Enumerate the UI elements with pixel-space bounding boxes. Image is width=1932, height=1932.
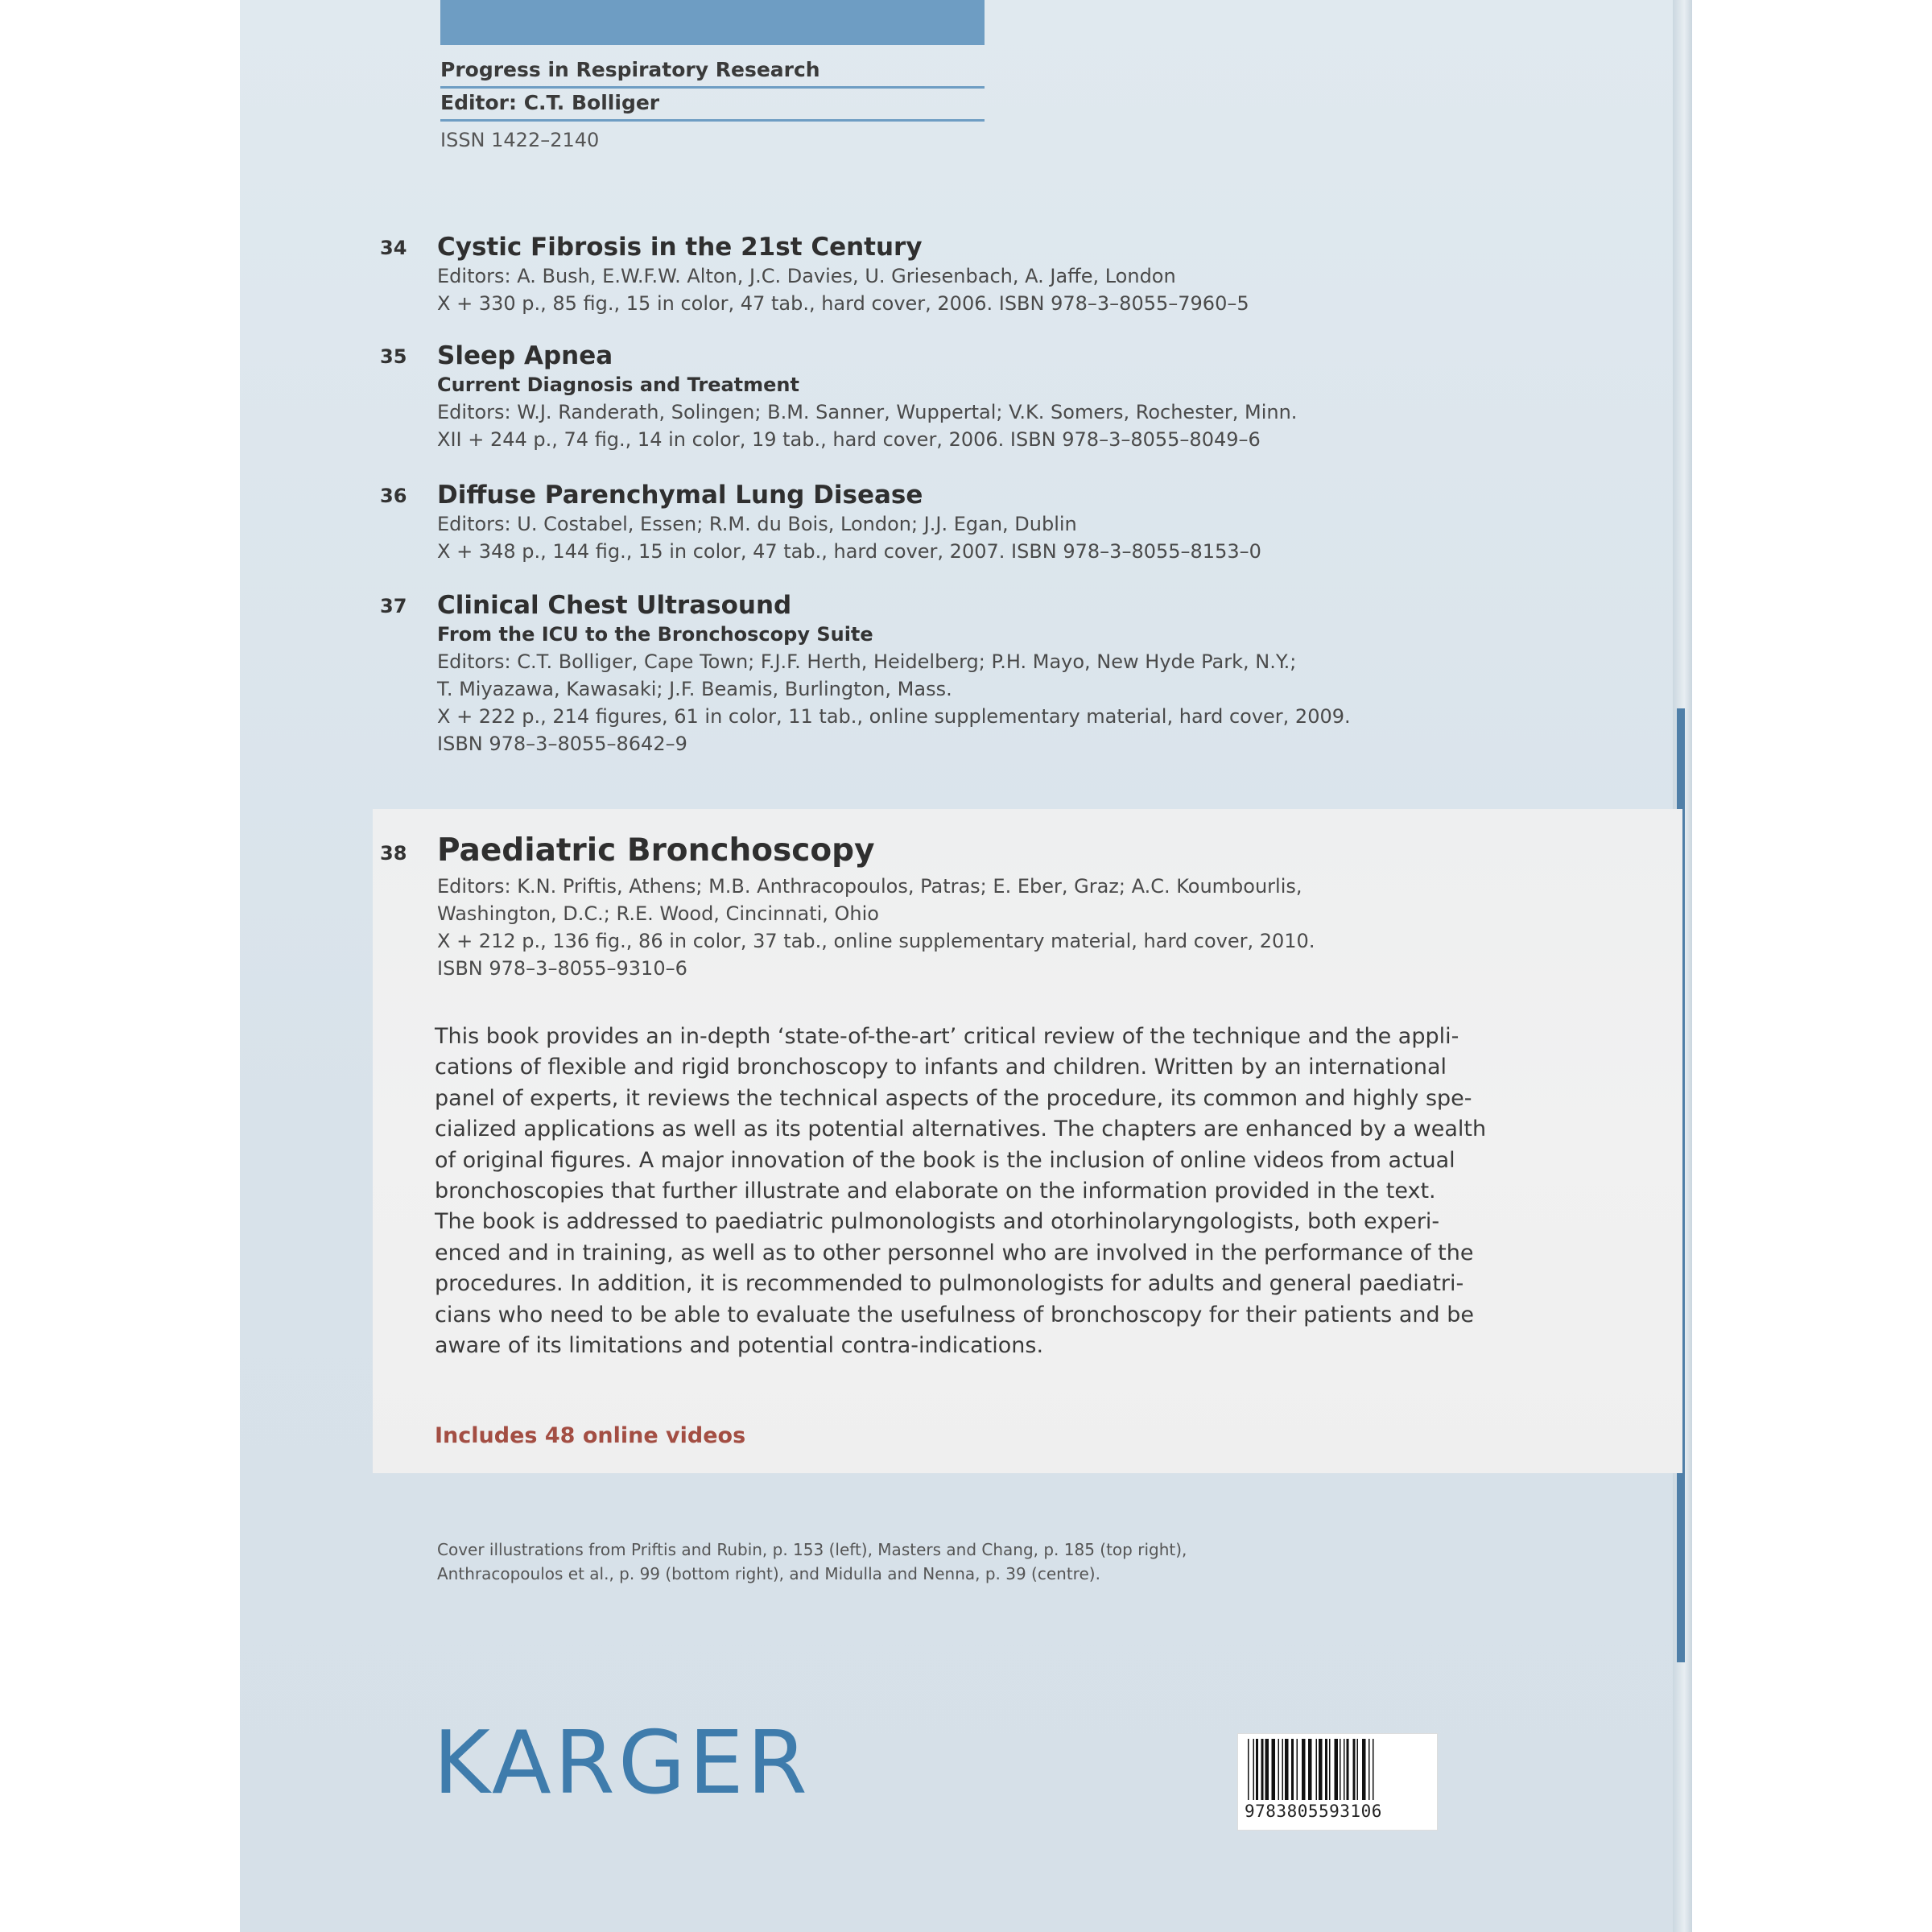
volume-editors: Editors: A. Bush, E.W.F.W. Alton, J.C. Davies, U. Griesenbach, A. Jaffe, London [437, 265, 1176, 287]
barcode-bar [1265, 1739, 1269, 1800]
volume-title: Diffuse Parenchymal Lung Disease [437, 481, 923, 510]
barcode-bar [1302, 1739, 1306, 1800]
volume-details: X + 330 p., 85 fig., 15 in color, 47 tab., hard cover, 2006. ISBN 978–3–8055–7960–5 [437, 292, 1249, 315]
series-title-rule [440, 86, 985, 89]
isbn-barcode [1237, 1733, 1438, 1831]
volume-title: Clinical Chest Ultrasound [437, 591, 792, 620]
publisher-logo: KARGER [433, 1713, 811, 1814]
description-line: aware of its limitations and potential contra-indications. [435, 1333, 1044, 1359]
description-line: procedures. In addition, it is recommended to pulmonologists for adults and general paediatri- [435, 1271, 1464, 1297]
barcode-bar [1335, 1739, 1339, 1800]
description-line: cians who need to be able to evaluate the usefulness of bronchoscopy for their patients and be [435, 1302, 1474, 1327]
cover-illustration-credits [437, 1538, 1484, 1586]
barcode-bar [1319, 1739, 1323, 1800]
barcode-bars [1246, 1739, 1430, 1802]
volume-number: 36 [380, 485, 407, 507]
barcode-bar [1347, 1739, 1349, 1800]
description-line: enced and in training, as well as to other personnel who are involved in the performance of the [435, 1240, 1474, 1265]
volume-details: X + 212 p., 136 fig., 86 in color, 37 tab., online supplementary material, hard cover, 2010. [437, 930, 1315, 952]
description-line: of original figures. A major innovation of the book is the inclusion of online videos from actual [435, 1147, 1455, 1173]
series-issn: ISSN 1422–2140 [440, 129, 600, 151]
credits-line: Anthracopoulos et al., p. 99 (bottom right), and Midulla and Nenna, p. 39 (centre). [437, 1564, 1100, 1583]
volume-editors: Editors: U. Costabel, Essen; R.M. du Bois, London; J.J. Egan, Dublin [437, 513, 1077, 535]
featured-title: Paediatric Bronchoscopy [437, 832, 875, 869]
volume-editors: Editors: W.J. Randerath, Solingen; B.M. Sanner, Wuppertal; V.K. Somers, Rochester, Minn. [437, 401, 1298, 423]
barcode-bar [1329, 1739, 1331, 1800]
volume-number: 38 [380, 842, 407, 865]
barcode-bar [1308, 1739, 1312, 1800]
credits-line: Cover illustrations from Priftis and Rubin, p. 153 (left), Masters and Chang, p. 185 (top right), [437, 1540, 1187, 1559]
barcode-bar [1340, 1739, 1341, 1800]
online-videos-note: Includes 48 online videos [435, 1423, 746, 1448]
barcode-bar [1316, 1739, 1318, 1800]
barcode-bar [1325, 1739, 1327, 1800]
barcode-bar [1285, 1739, 1289, 1800]
barcode-bar [1256, 1739, 1258, 1800]
description-line: cations of flexible and rigid bronchoscopy to infants and children. Written by an international [435, 1055, 1447, 1080]
volume-subtitle: From the ICU to the Bronchoscopy Suite [437, 623, 873, 646]
barcode-bar [1261, 1739, 1264, 1800]
barcode-bar [1297, 1739, 1298, 1800]
barcode-bar [1291, 1739, 1294, 1800]
barcode-bar [1272, 1739, 1276, 1800]
volume-isbn: ISBN 978–3–8055–9310–6 [437, 957, 687, 980]
book-description [435, 1022, 1487, 1361]
description-line: panel of experts, it reviews the technical aspects of the procedure, its common and highly spe- [435, 1085, 1472, 1111]
volume-details: X + 222 p., 214 figures, 61 in color, 11 tab., online supplementary material, hard cover, 2009. [437, 705, 1351, 728]
volume-number: 37 [380, 595, 407, 617]
volume-isbn: ISBN 978–3–8055–8642–9 [437, 733, 687, 755]
barcode-bar [1248, 1739, 1249, 1800]
volume-editors-cont: T. Miyazawa, Kawasaki; J.F. Beamis, Burlington, Mass. [437, 678, 952, 700]
barcode-bar [1282, 1739, 1284, 1800]
description-line: bronchoscopies that further illustrate and elaborate on the information provided in the text. [435, 1179, 1436, 1204]
volume-editors-cont: Washington, D.C.; R.E. Wood, Cincinnati, Ohio [437, 902, 879, 925]
volume-details: X + 348 p., 144 fig., 15 in color, 47 tab., hard cover, 2007. ISBN 978–3–8055–8153–0 [437, 540, 1261, 563]
series-editor-rule [440, 119, 985, 122]
series-editor: Editor: C.T. Bolliger [440, 91, 660, 114]
barcode-bar [1253, 1739, 1255, 1800]
volume-details: XII + 244 p., 74 fig., 14 in color, 19 tab., hard cover, 2006. ISBN 978–3–8055–8049–6 [437, 428, 1261, 451]
volume-editors: Editors: C.T. Bolliger, Cape Town; F.J.F. Herth, Heidelberg; P.H. Mayo, New Hyde Park, N.Y.; [437, 650, 1297, 673]
volume-editors: Editors: K.N. Priftis, Athens; M.B. Anthracopoulos, Patras; E. Eber, Graz; A.C. Koumbourlis, [437, 875, 1302, 898]
barcode-bar [1344, 1739, 1345, 1800]
volume-number: 34 [380, 237, 407, 259]
barcode-bar [1362, 1739, 1366, 1800]
volume-title: Sleep Apnea [437, 341, 613, 370]
barcode-bar [1278, 1739, 1280, 1800]
description-line: This book provides an in-depth ‘state-of-the-art’ critical review of the technique and the appli- [435, 1024, 1459, 1049]
barcode-bar [1368, 1739, 1370, 1800]
barcode-bar [1373, 1739, 1374, 1800]
barcode-number: 9783805593106 [1245, 1802, 1382, 1821]
barcode-bar [1357, 1739, 1359, 1800]
volume-subtitle: Current Diagnosis and Treatment [437, 374, 799, 396]
volume-number: 35 [380, 345, 407, 368]
series-title: Progress in Respiratory Research [440, 58, 820, 81]
volume-title: Cystic Fibrosis in the 21st Century [437, 233, 923, 262]
description-line: The book is addressed to paediatric pulmonologists and otorhinolaryngologists, both experi- [435, 1209, 1440, 1235]
series-color-bar [440, 0, 985, 45]
barcode-bar [1353, 1739, 1356, 1800]
description-line: cialized applications as well as its potential alternatives. The chapters are enhanced by a wealth [435, 1117, 1487, 1142]
